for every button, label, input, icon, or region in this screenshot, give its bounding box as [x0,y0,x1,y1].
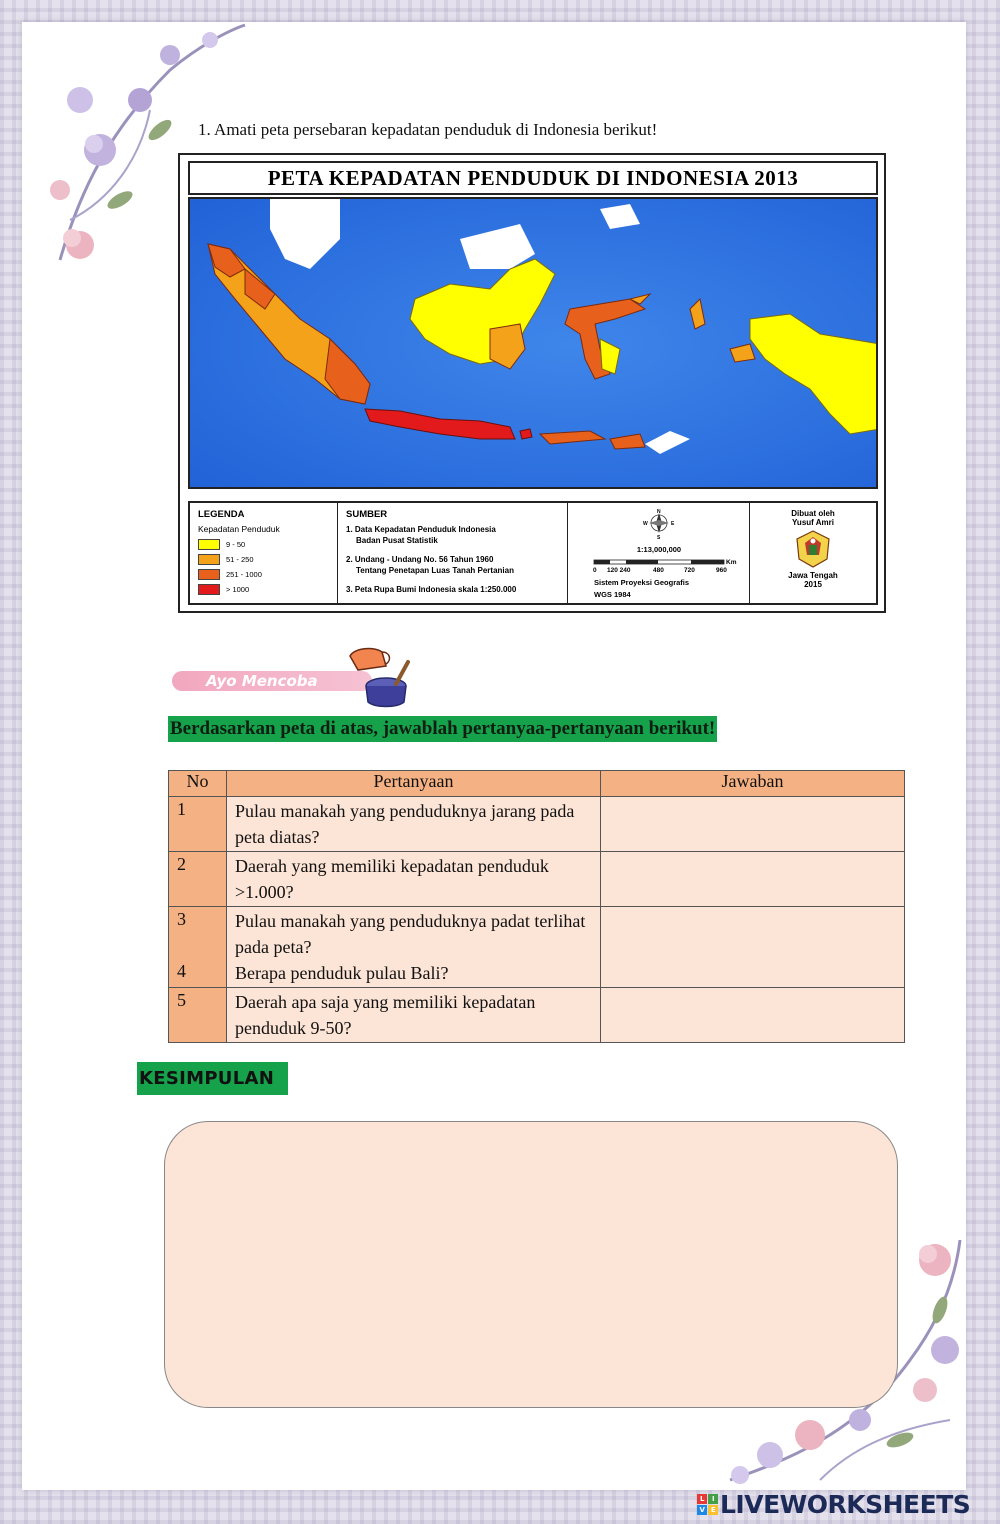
legend-item [198,537,329,552]
scale-tick: 720 [684,567,695,574]
liveworksheets-footer [697,1490,970,1518]
conclusion-answer-box[interactable] [164,1121,898,1408]
legend-item [198,567,329,582]
row-number [169,907,227,988]
table-row [169,797,905,852]
source-item [346,584,559,595]
ayo-mencoba-banner [172,671,372,691]
compass-s: S [657,535,661,541]
legend-label: 251 - 1000 [226,570,262,579]
legend-cell [190,503,338,603]
compass-n: N [657,509,661,515]
row-number: 3 [177,909,186,929]
source-line: 2. Undang - Undang No. 56 Tahun 1960 [346,555,494,564]
scale-tick: 120 240 [607,567,631,574]
region-bali [520,429,532,439]
answer-field[interactable] [601,852,905,907]
table-row [169,988,905,1043]
source-line: Tentang Penetapan Luas Tanah Pertanian [356,566,514,575]
credit-year: 2015 [804,580,822,589]
source-cell [338,503,568,603]
conclusion-heading: KESIMPULAN [137,1062,288,1095]
table-row [169,907,905,988]
answer-field[interactable] [601,797,905,852]
source-line: Badan Pusat Statistik [356,536,438,545]
liveworksheets-logo-icon [697,1494,718,1515]
question-text: Pulau manakah yang penduduknya padat terlihat pada peta? [235,911,586,957]
source-line: 1. Data Kepadatan Penduduk Indonesia [346,525,496,534]
compass-w: W [643,521,648,527]
question-text: Pulau manakah yang penduduknya jarang pada peta diatas? [227,797,601,852]
credit-author: Yusuf Amri [792,518,834,527]
logo-letter: L [697,1494,707,1504]
legend-label: 9 - 50 [226,540,246,549]
question-intro: 1. Amati peta persebaran kepadatan penduduk di Indonesia berikut! [198,120,658,139]
source-line: 3. Peta Rupa Bumi Indonesia skala 1:250.000 [346,585,517,594]
jawa-tengah-emblem-icon [793,529,833,569]
row-number: 2 [169,852,227,907]
scale-bar-segment [594,560,610,564]
legend-label: 51 - 250 [226,555,254,564]
legend-item [198,552,329,567]
map-image [188,197,878,489]
answer-field[interactable] [601,907,905,988]
scale-unit: Km [726,559,737,566]
row-number: 1 [169,797,227,852]
row-number: 4 [177,961,186,981]
table-header-row [169,771,905,797]
question-text: Daerah yang memiliki kepadatan penduduk >1.000? [227,852,601,907]
legend-label: > 1000 [226,585,250,594]
question-text: Berapa penduduk pulau Bali? [235,963,449,983]
question-text: Daerah apa saja yang memiliki kepadatan penduduk 9-50? [227,988,601,1043]
projection-datum: WGS 1984 [594,590,631,599]
scale-tick: 960 [716,567,727,574]
scale-tick: 0 [593,567,597,574]
scale-bar-segment [626,560,658,564]
answer-field[interactable] [601,988,905,1043]
logo-letter: V [697,1505,707,1515]
source-heading: SUMBER [346,509,388,520]
column-header-no: No [169,771,227,797]
compass-e: E [671,521,675,527]
credit-region: Jawa Tengah [788,571,838,580]
compass-rose-icon [643,509,675,541]
table-row [169,852,905,907]
source-item [346,554,559,576]
legend-swatch [198,584,220,595]
column-header-answer: Jawaban [601,771,905,797]
legend-swatch [198,569,220,580]
credit-made-by: Dibuat oleh [791,509,835,518]
density-map [178,153,886,613]
cooking-pot-icon [344,646,416,708]
row-number: 5 [169,988,227,1043]
projection-system: Sistem Proyeksi Geografis [594,578,690,587]
legend-heading: LEGENDA [198,509,245,520]
scale-ratio: 1:13,000,000 [636,545,682,554]
question-table [168,770,905,1043]
logo-letter: I [708,1494,718,1504]
scale-bar-segment [691,560,724,564]
map-legend-panel [188,501,878,605]
credit-cell [750,503,876,603]
legend-swatch [198,539,220,550]
legend-subheading: Kepadatan Penduduk [198,524,280,534]
map-title: PETA KEPADATAN PENDUDUK DI INDONESIA 2013 [188,161,878,195]
scale-tick: 480 [653,567,664,574]
legend-swatch [198,554,220,565]
scale-graphic [576,509,742,601]
liveworksheets-brand: LIVEWORKSHEETS [720,1489,971,1519]
banner-label: Ayo Mencoba [206,672,318,690]
instruction-heading: Berdasarkan peta di atas, jawablah pertanyaa-pertanyaan berikut! [168,716,717,742]
column-header-question: Pertanyaan [227,771,601,797]
scale-cell [568,503,750,603]
logo-letter: E [708,1505,718,1515]
legend-item [198,582,329,597]
source-item [346,524,559,546]
question-cell [227,907,601,988]
